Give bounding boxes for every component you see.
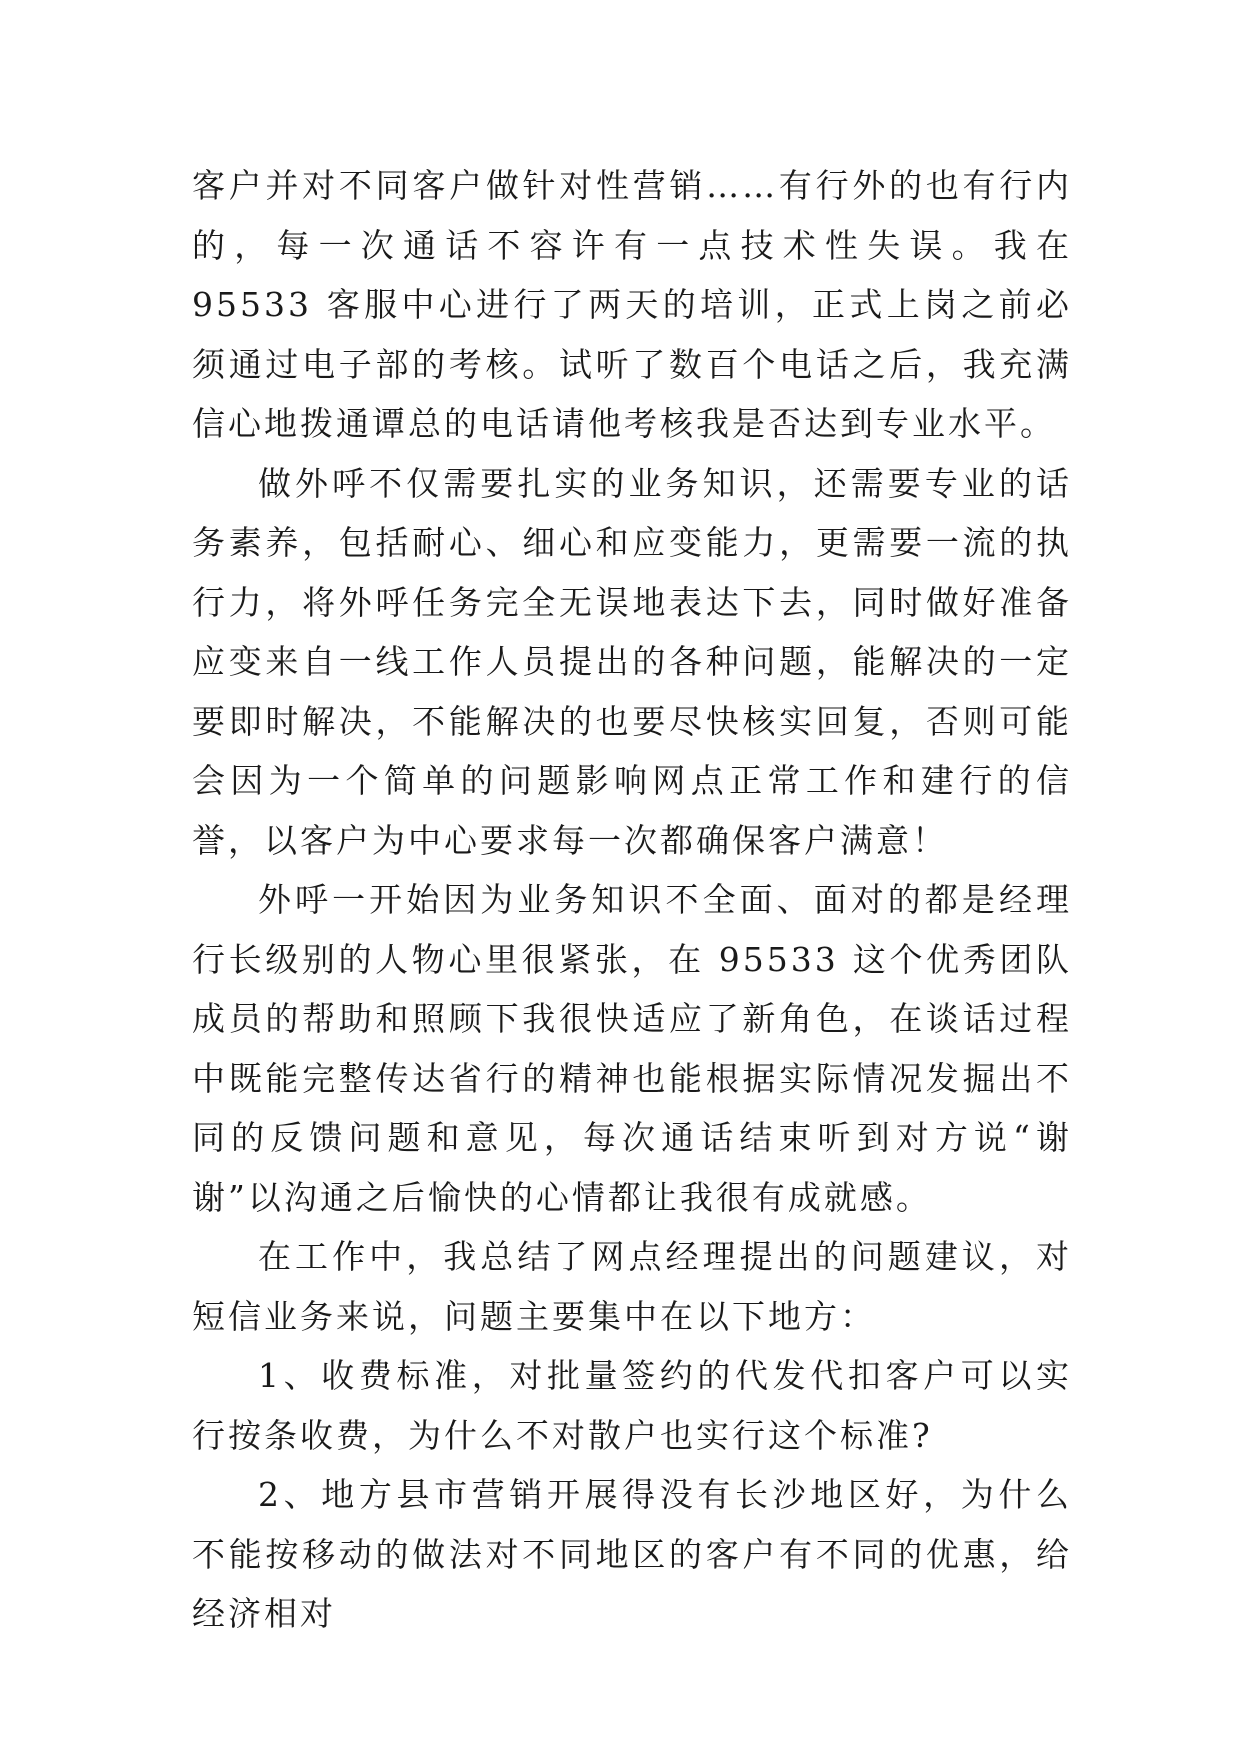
paragraph-5: 1、收费标准，对批量签约的代发代扣客户可以实行按条收费，为什么不对散户也实行这个标准? — [192, 1356, 1072, 1455]
paragraph-6: 2、地方县市营销开展得没有长沙地区好，为什么不能按移动的做法对不同地区的客户有不同的优惠，给经济相对 — [192, 1475, 1072, 1633]
paragraph-4: 在工作中，我总结了网点经理提出的问题建议，对短信业务来说，问题主要集中在以下地方： — [192, 1237, 1072, 1336]
paragraph-2: 做外呼不仅需要扎实的业务知识，还需要专业的话务素养，包括耐心、细心和应变能力，更需要一流的执行力，将外呼任务完全无误地表达下去，同时做好准备应变来自一线工作人员提出的各种问题，能解决的一定要即时解决，不能解决的也要尽快核实回复，否则可能会因为一个简单的问题影响网点正常工作和建行的信誉，以客户为中心要求每一次都确保客户满意！ — [192, 463, 1072, 860]
paragraph-1: 客户并对不同客户做针对性营销……有行外的也有行内的，每一次通话不容许有一点技术性失误。我在 95533 客服中心进行了两天的培训，正式上岗之前必须通过电子部的考核。试听了数百个电话之后，我充满信心地拨通谭总的电话请他考核我是否达到专业水平。 — [192, 166, 1072, 443]
paragraph-3: 外呼一开始因为业务知识不全面、面对的都是经理行长级别的人物心里很紧张，在 95533 这个优秀团队成员的帮助和照顾下我很快适应了新角色，在谈话过程中既能完整传达省行的精神也能根据实际情况发掘出不同的反馈问题和意见，每次通话结束听到对方说“谢谢”以沟通之后愉快的心情都让我很有成就感。 — [192, 880, 1072, 1217]
document-page — [192, 156, 1072, 1644]
